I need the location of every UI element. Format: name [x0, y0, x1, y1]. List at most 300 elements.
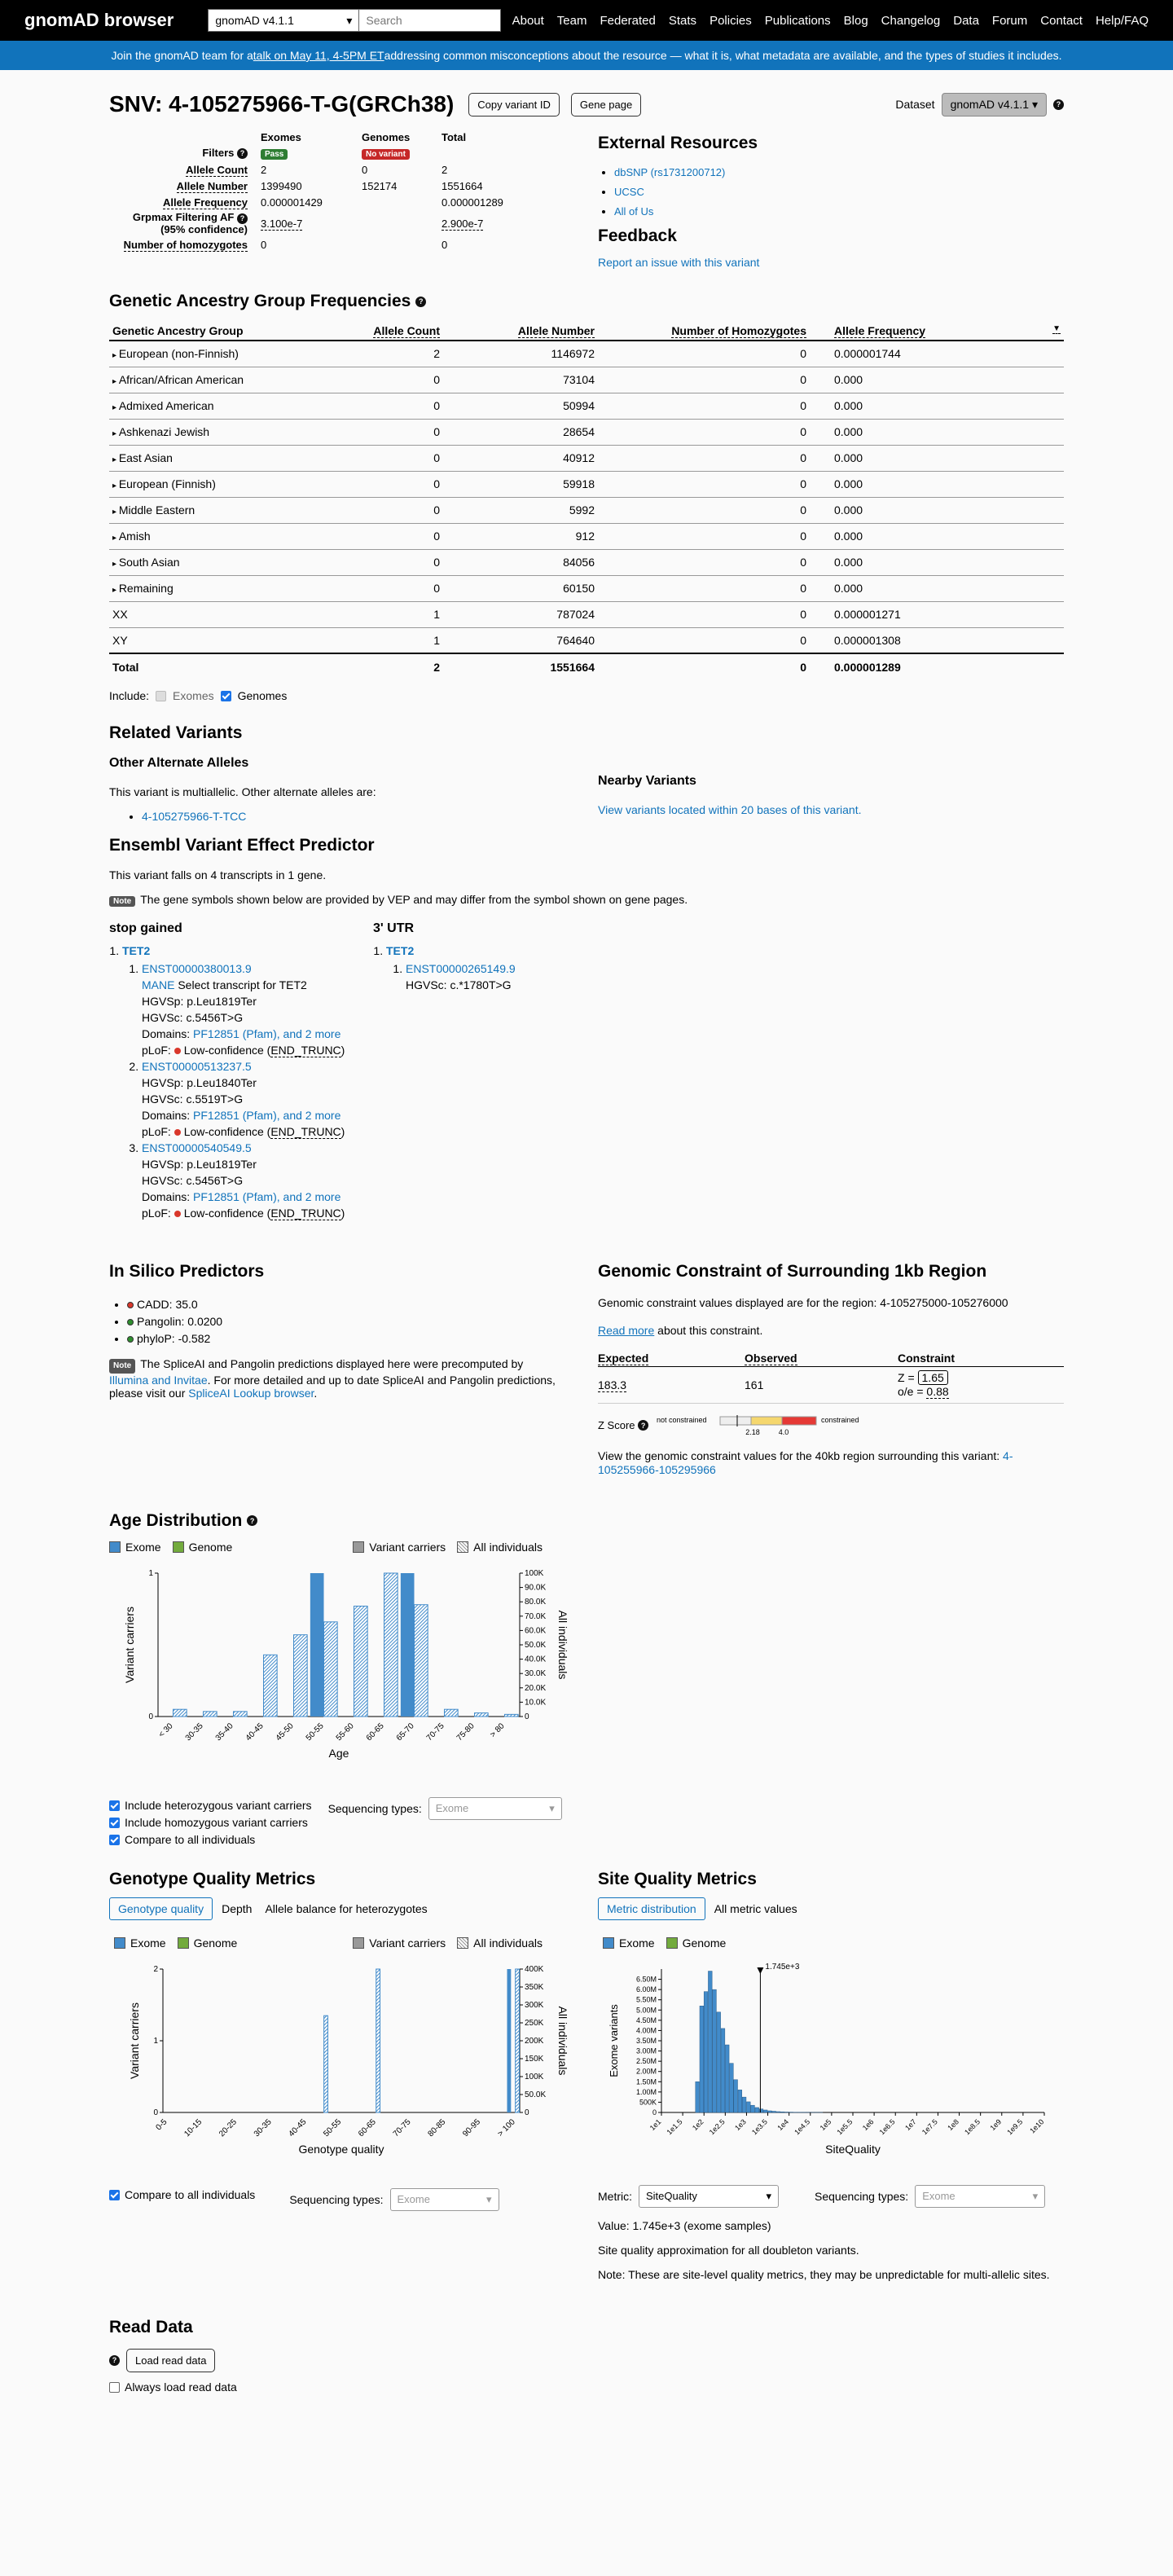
y-tick-label: 4.00M	[635, 2025, 657, 2034]
hgvsp: HGVSp: p.Leu1840Ter	[142, 1076, 257, 1089]
observed-value: 161	[745, 1378, 764, 1391]
all-individuals-bar[interactable]	[505, 1714, 519, 1717]
age-chart	[109, 1557, 598, 1793]
genome-swatch	[173, 1541, 184, 1553]
x-tick-label: 1e9	[988, 2117, 1004, 2132]
header-ac[interactable]: Allele Count	[373, 323, 440, 337]
site-quality-bar[interactable]	[708, 1971, 712, 2112]
expand-icon[interactable]: ▸	[112, 403, 119, 412]
more-domains-link[interactable]: , and 2 more	[276, 1190, 341, 1203]
banner-link[interactable]: talk on May 11, 4-5PM ET	[253, 49, 384, 62]
summary-row-label: Allele Frequency	[162, 196, 248, 209]
nav-federated[interactable]: Federated	[600, 13, 656, 28]
site-quality-bar[interactable]	[763, 2109, 767, 2112]
gq-seq-types-select[interactable]	[390, 2188, 499, 2211]
prediction-dot-icon	[127, 1302, 134, 1308]
nav-stats[interactable]: Stats	[668, 13, 697, 28]
group-name: Ashkenazi Jewish	[118, 425, 210, 438]
plof-flag[interactable]: END_TRUNC	[270, 1044, 341, 1057]
carrier-bar[interactable]	[401, 1573, 415, 1717]
list-item	[142, 1140, 373, 1221]
constrained-label: constrained	[821, 1415, 859, 1424]
hom-checkbox[interactable]	[109, 1818, 120, 1828]
read-data-title: Read Data	[109, 2317, 193, 2336]
metric-select[interactable]	[639, 2185, 779, 2208]
y-tick-label: 5.00M	[635, 2005, 657, 2014]
table-row	[109, 367, 1064, 393]
gq-compare-label: Compare to all individuals	[125, 2187, 256, 2201]
y-right-axis-label: All individuals	[556, 1610, 569, 1679]
carriers-swatch	[353, 1541, 364, 1553]
cell: 0.000001289	[442, 196, 503, 209]
hom-cell: 0	[598, 393, 810, 419]
all-individuals-bar[interactable]	[294, 1634, 308, 1716]
all-individuals-bar[interactable]	[324, 2016, 328, 2112]
site-quality-bar[interactable]	[751, 2105, 755, 2112]
more-domains-link[interactable]: , and 2 more	[276, 1109, 341, 1122]
help-icon[interactable]: ?	[237, 213, 248, 224]
include-controls	[109, 689, 1064, 702]
expand-icon[interactable]: ▸	[112, 534, 119, 543]
list-item	[122, 943, 373, 1221]
vep-summary: This variant falls on 4 transcripts in 1 gene.	[109, 868, 327, 881]
x-axis-label: Age	[328, 1746, 349, 1760]
help-icon[interactable]: ?	[1053, 99, 1064, 110]
vep-note-text: The gene symbols shown below are provided by VEP and may differ from the symbol shown on gene pages.	[140, 893, 688, 906]
gq-chart	[109, 1953, 598, 2181]
compare-checkbox[interactable]	[109, 1835, 120, 1845]
oe-value: 0.88	[926, 1384, 949, 1398]
domain-link[interactable]: PF12851 (Pfam)	[193, 1027, 277, 1040]
summary-row	[109, 178, 536, 194]
domains-label: Domains:	[142, 1190, 194, 1203]
help-icon[interactable]: ?	[109, 2355, 120, 2366]
hom-cell: 0	[598, 627, 810, 653]
all-individuals-bar[interactable]	[445, 1709, 459, 1717]
group-cell	[109, 601, 345, 627]
ucsc-link[interactable]: UCSC	[614, 186, 644, 198]
y-tick-label: 3.00M	[635, 2046, 657, 2055]
y-axis-label: Exome variants	[608, 2003, 620, 2077]
feedback-title: Feedback	[598, 226, 677, 245]
load-read-data-button[interactable]: Load read data	[126, 2349, 215, 2372]
hom-checkbox-label: Include homozygous variant carriers	[125, 1815, 308, 1829]
tab-depth[interactable]: Depth	[222, 1901, 253, 1915]
an-cell: 40912	[443, 445, 598, 471]
other-allele-link[interactable]: 4-105275966-T-TCC	[142, 810, 247, 823]
y-right-tick-label: 50.0K	[525, 2090, 547, 2099]
exomes-checkbox[interactable]	[156, 691, 166, 701]
site-quality-bar[interactable]	[696, 2081, 700, 2112]
site-quality-bar[interactable]	[746, 2101, 750, 2112]
filters-label-text: Filters	[202, 146, 235, 159]
table-row	[109, 341, 1064, 367]
dataset-select-value: gnomAD v4.1.1	[215, 14, 294, 27]
all-individuals-swatch	[457, 1541, 468, 1553]
plof-flag[interactable]: END_TRUNC	[270, 1207, 341, 1220]
carrier-bar[interactable]	[507, 1969, 512, 2112]
expand-icon[interactable]: ▸	[112, 377, 119, 386]
copy-variant-id-button[interactable]: Copy variant ID	[468, 93, 560, 116]
carrier-bar[interactable]	[310, 1573, 324, 1717]
table-row	[109, 471, 1064, 497]
list-item	[614, 163, 759, 182]
group-name: XY	[112, 633, 128, 647]
help-icon[interactable]: ?	[247, 1515, 257, 1526]
ac-cell: 1	[345, 601, 443, 627]
list-item	[386, 943, 516, 993]
transcript-link[interactable]: ENST00000380013.9	[142, 962, 252, 975]
legend-label: Genome	[188, 1540, 233, 1554]
note-text: The SpliceAI and Pangolin predictions displayed here were precomputed by	[140, 1357, 524, 1370]
list-item	[127, 1313, 598, 1330]
group-cell[interactable]	[109, 393, 345, 419]
x-tick-label: 50-55	[304, 1721, 326, 1743]
list-item	[127, 1296, 598, 1313]
all-individuals-bar[interactable]	[204, 1711, 217, 1716]
header-an[interactable]: Allele Number	[517, 323, 595, 337]
y-tick-label: 0	[652, 2108, 657, 2117]
expand-icon[interactable]: ▸	[112, 586, 119, 595]
gene-page-button[interactable]: Gene page	[571, 93, 641, 116]
all-individuals-bar[interactable]	[475, 1712, 489, 1716]
chevron-down-icon: ▾	[346, 13, 353, 27]
sq-seq-types-select[interactable]	[915, 2185, 1045, 2208]
transcript-link[interactable]: ENST00000540549.5	[142, 1141, 252, 1154]
x-tick-label: 1e3.5	[749, 2117, 769, 2136]
site-quality-title: Site Quality Metrics	[598, 1869, 757, 1888]
site-quality-bar[interactable]	[742, 2097, 746, 2112]
header-expected: Expected	[598, 1351, 649, 1365]
y-right-tick-label: 80.0K	[525, 1597, 547, 1607]
hgvsp: HGVSp: p.Leu1819Ter	[142, 995, 257, 1008]
all-individuals-bar[interactable]	[415, 1604, 428, 1716]
read-more-link[interactable]: Read more	[598, 1324, 655, 1337]
other-alleles-title: Other Alternate Alleles	[109, 756, 249, 770]
site-quality-bar[interactable]	[759, 2108, 763, 2112]
z-label: Z =	[898, 1370, 918, 1384]
filters-label	[109, 145, 257, 161]
variant-header	[109, 70, 1064, 122]
y-tick-label: 6.00M	[635, 1985, 657, 1994]
header-group[interactable]: Genetic Ancestry Group	[109, 321, 345, 341]
site-quality-bar[interactable]	[725, 2045, 729, 2112]
list-item	[142, 810, 598, 823]
y-right-tick-label: 50.0K	[525, 1640, 547, 1650]
header-af[interactable]: Allele Frequency	[834, 323, 926, 337]
y-tick-label: 1	[153, 2036, 158, 2046]
group-cell[interactable]	[109, 367, 345, 393]
y-right-tick-label: 150K	[525, 2054, 544, 2064]
hgvsc: HGVSc: c.5456T>G	[142, 1174, 244, 1187]
site-quality-bar[interactable]	[730, 2063, 734, 2112]
illumina-link[interactable]: Illumina and Invitae	[109, 1374, 208, 1387]
all-individuals-bar[interactable]	[354, 1606, 368, 1717]
z-value: 1.65	[918, 1370, 948, 1385]
ancestry-table	[109, 321, 1064, 679]
expand-icon[interactable]: ▸	[112, 508, 119, 517]
group-cell[interactable]	[109, 497, 345, 523]
seq-types-label: Sequencing types:	[815, 2189, 909, 2203]
x-tick-label: 1e6.5	[877, 2117, 897, 2136]
dbsnp-link[interactable]: dbSNP (rs1731200712)	[614, 166, 726, 178]
legend-label: Variant carriers	[369, 1936, 446, 1950]
site-quality-bar[interactable]	[717, 2011, 721, 2112]
expand-icon[interactable]: ▸	[112, 481, 119, 490]
x-tick-label: 20-25	[217, 2117, 239, 2139]
age-title	[109, 1511, 1064, 1531]
expand-icon[interactable]: ▸	[112, 351, 119, 361]
genomes-checkbox[interactable]	[221, 691, 231, 701]
transcript-link[interactable]: ENST00000513237.5	[142, 1060, 252, 1073]
y-tick-label: 2	[153, 1964, 158, 1974]
site-quality-bar[interactable]	[700, 2006, 704, 2112]
seq-types-select[interactable]	[428, 1797, 562, 1820]
x-tick-label: 1e7	[903, 2117, 918, 2132]
seq-types-label: Sequencing types:	[327, 1801, 422, 1815]
x-tick-label: 60-65	[356, 2117, 378, 2139]
sort-down-icon[interactable]: ▼	[1052, 323, 1061, 333]
nav-changelog[interactable]: Changelog	[881, 13, 941, 28]
x-tick-label: 90-95	[461, 2117, 483, 2139]
expected-value: 183.3	[598, 1378, 627, 1391]
cell: 0	[261, 238, 267, 251]
oe-label: o/e =	[898, 1384, 927, 1398]
group-cell[interactable]	[109, 341, 345, 367]
het-checkbox-label: Include heterozygous variant carriers	[125, 1798, 312, 1812]
cell: 1399490	[261, 179, 302, 192]
an-cell: 59918	[443, 471, 598, 497]
group-cell[interactable]	[109, 419, 345, 445]
dataset-dropdown[interactable]: gnomAD v4.1.1 ▾	[942, 93, 1047, 116]
hgvsc: HGVSc: c.5519T>G	[142, 1092, 244, 1106]
group-name: Middle Eastern	[118, 503, 196, 517]
more-domains-link[interactable]: , and 2 more	[276, 1027, 341, 1040]
tab-metric-distribution[interactable]: Metric distribution	[598, 1897, 705, 1920]
an-cell: 84056	[443, 549, 598, 575]
ac-cell: 2	[345, 341, 443, 367]
af-cell: 0.000	[810, 523, 1064, 549]
an-cell: 787024	[443, 601, 598, 627]
cell: 0	[442, 238, 448, 251]
view-40kb-link[interactable]: 4-105255966-105295966	[598, 1448, 1013, 1476]
plof-text: Low-confidence (	[183, 1207, 271, 1220]
list-item	[142, 961, 373, 1058]
y-right-tick-label: 40.0K	[525, 1655, 547, 1664]
seq-types-value: Exome	[922, 2190, 956, 2202]
sq-approx-text: Site quality approximation for all doubleton variants.	[598, 2243, 859, 2257]
x-tick-label: 65-70	[394, 1721, 416, 1743]
ancestry-title	[109, 292, 1064, 311]
het-checkbox[interactable]	[109, 1800, 120, 1811]
nearby-variants-title: Nearby Variants	[598, 774, 696, 788]
spliceai-link[interactable]: SpliceAI Lookup browser	[188, 1387, 314, 1400]
nav-policies[interactable]: Policies	[710, 13, 752, 28]
external-resources-title: External Resources	[598, 134, 758, 152]
x-tick-label: 1e2	[690, 2117, 705, 2132]
x-tick-label: < 30	[156, 1721, 175, 1739]
af-cell: 0.000001271	[810, 601, 1064, 627]
site-quality-bar[interactable]	[704, 1991, 708, 2112]
y-right-tick-label: 400K	[525, 1964, 544, 1974]
all-individuals-bar[interactable]	[516, 1969, 520, 2112]
grpmax-label-2: (95% confidence)	[160, 222, 248, 235]
brand-logo[interactable]: gnomAD browser	[24, 10, 174, 30]
an-cell: 912	[443, 523, 598, 549]
nav-blog[interactable]: Blog	[843, 13, 868, 28]
transcript-link[interactable]: ENST00000265149.9	[406, 962, 516, 975]
nav-forum[interactable]: Forum	[991, 13, 1028, 28]
site-quality-bar[interactable]	[713, 1989, 717, 2112]
group-cell[interactable]	[109, 549, 345, 575]
all-individuals-bar[interactable]	[264, 1655, 278, 1717]
expand-icon[interactable]: ▸	[112, 429, 119, 438]
plof-label: pLoF:	[142, 1125, 174, 1138]
tab-all-metric-values[interactable]: All metric values	[714, 1901, 797, 1915]
table-row	[109, 497, 1064, 523]
site-quality-bar[interactable]	[734, 2079, 738, 2112]
group-name: European (non-Finnish)	[118, 347, 239, 361]
plof-end: )	[340, 1044, 345, 1057]
plof-flag[interactable]: END_TRUNC	[270, 1125, 341, 1138]
nav-contact[interactable]: Contact	[1040, 13, 1083, 28]
af-cell: 0.000001308	[810, 627, 1064, 653]
y-right-tick-label: 300K	[525, 2000, 544, 2010]
ac-cell: 0	[345, 393, 443, 419]
prediction-dot-icon	[127, 1336, 134, 1343]
group-name: Remaining	[118, 582, 174, 595]
group-cell[interactable]	[109, 523, 345, 549]
an-cell: 50994	[443, 393, 598, 419]
expand-icon[interactable]: ▸	[112, 455, 119, 464]
report-issue-link[interactable]: Report an issue with this variant	[598, 256, 760, 269]
legend-label: Exome	[619, 1936, 655, 1950]
x-tick-label: 1e8	[946, 2117, 960, 2132]
nearby-variants-link[interactable]: View variants located within 20 bases of this variant.	[598, 803, 862, 816]
site-quality-bar[interactable]	[738, 2090, 742, 2112]
y-right-tick-label: 90.0K	[525, 1583, 547, 1593]
header-constraint: Constraint	[898, 1351, 955, 1365]
nav-help-faq[interactable]: Help/FAQ	[1095, 13, 1149, 28]
site-quality-bar[interactable]	[768, 2110, 772, 2112]
sq-value-text: Value: 1.745e+3 (exome samples)	[598, 2218, 771, 2232]
af-cell: 0.000	[810, 497, 1064, 523]
always-load-checkbox[interactable]	[109, 2382, 120, 2393]
carriers-swatch	[353, 1937, 364, 1949]
chevron-down-icon: ▾	[1032, 2189, 1039, 2202]
group-cell[interactable]	[109, 471, 345, 497]
constraint-table	[598, 1350, 1064, 1404]
gene-link[interactable]: TET2	[386, 944, 415, 957]
x-tick-label: 1e2.5	[707, 2117, 727, 2136]
metric-value: SiteQuality	[646, 2190, 697, 2202]
mane-link[interactable]: MANE	[142, 978, 175, 991]
group-cell[interactable]	[109, 445, 345, 471]
age-title-text: Age Distribution	[109, 1510, 243, 1530]
mane-text: Select transcript for TET2	[174, 978, 307, 991]
all-individuals-bar[interactable]	[384, 1573, 398, 1717]
sq-note-text: Note: These are site-level quality metrics, they may be unpredictable for multi-allelic sites.	[598, 2267, 1050, 2281]
sq-chart	[598, 1953, 1064, 2181]
af-cell: 0.000	[810, 393, 1064, 419]
help-icon[interactable]: ?	[638, 1420, 648, 1431]
list-item	[127, 1330, 598, 1347]
y-right-tick-label: 100K	[525, 2072, 544, 2081]
scale-segment-low	[720, 1417, 751, 1425]
zscore-bar	[598, 1413, 1064, 1438]
group-name: European (Finnish)	[118, 477, 216, 490]
y-right-tick-label: 60.0K	[525, 1625, 547, 1635]
table-row	[109, 575, 1064, 601]
help-icon[interactable]: ?	[237, 148, 248, 159]
nav-publications[interactable]: Publications	[764, 13, 831, 28]
top-bar	[0, 0, 1173, 41]
x-tick-label: 1e1.5	[665, 2117, 684, 2136]
x-tick-label: 1e1	[648, 2117, 663, 2132]
gene-link[interactable]: TET2	[122, 944, 151, 957]
x-tick-label: 40-45	[244, 1721, 266, 1743]
site-quality-bar[interactable]	[721, 2028, 725, 2112]
y-tick-label: 1.00M	[635, 2087, 657, 2096]
all-of-us-link[interactable]: All of Us	[614, 205, 654, 218]
constraint-desc: Genomic constraint values displayed are for the region: 4-105275000-105276000	[598, 1296, 1008, 1309]
always-load-label: Always load read data	[125, 2380, 237, 2394]
help-icon[interactable]: ?	[415, 297, 426, 307]
tick-label: 2.18	[745, 1427, 760, 1436]
group-cell[interactable]	[109, 575, 345, 601]
all-individuals-bar[interactable]	[376, 1969, 380, 2112]
grpmax-exomes[interactable]: 3.100e-7	[261, 217, 303, 230]
vep-consequences	[109, 921, 1064, 1221]
all-individuals-bar[interactable]	[234, 1711, 248, 1716]
hom-cell: 0	[598, 419, 810, 445]
header-hom[interactable]: Number of Homozygotes	[671, 323, 806, 337]
an-cell: 1146972	[443, 341, 598, 367]
af-cell: 0.000	[810, 367, 1064, 393]
x-tick-label: 40-45	[287, 2117, 309, 2139]
site-quality-bar[interactable]	[772, 2111, 776, 2112]
x-tick-label: 45-50	[274, 1721, 296, 1743]
af-cell: 0.000	[810, 445, 1064, 471]
value-marker-label: 1.745e+3	[765, 1962, 800, 1972]
site-quality-bar[interactable]	[755, 2107, 759, 2112]
ac-cell: 0	[345, 575, 443, 601]
tab-genotype-quality[interactable]: Genotype quality	[109, 1897, 213, 1920]
dataset-select[interactable]	[208, 9, 359, 32]
domain-link[interactable]: PF12851 (Pfam)	[193, 1190, 277, 1203]
nav-about[interactable]: About	[512, 13, 544, 28]
nav-team[interactable]: Team	[556, 13, 587, 28]
tab-allele-balance[interactable]: Allele balance for heterozygotes	[265, 1901, 428, 1915]
expand-icon[interactable]: ▸	[112, 560, 119, 569]
table-row	[109, 419, 1064, 445]
search-input[interactable]: Search	[359, 9, 501, 32]
scale-segment-mid	[751, 1417, 782, 1425]
nav-data[interactable]: Data	[953, 13, 979, 28]
all-individuals-bar[interactable]	[174, 1709, 187, 1717]
genome-swatch	[666, 1937, 678, 1949]
domain-link[interactable]: PF12851 (Pfam)	[193, 1109, 277, 1122]
site-quality-bar[interactable]	[776, 2111, 780, 2112]
grpmax-total[interactable]: 2.900e-7	[442, 217, 484, 230]
gq-compare-checkbox[interactable]	[109, 2190, 120, 2200]
x-tick-label: 80-85	[426, 2117, 448, 2139]
x-tick-label: 75-80	[455, 1721, 477, 1743]
table-row	[109, 601, 1064, 627]
in-silico-title: In Silico Predictors	[109, 1262, 265, 1281]
all-individuals-bar[interactable]	[324, 1621, 338, 1716]
y-tick-label: 2.50M	[635, 2056, 657, 2065]
